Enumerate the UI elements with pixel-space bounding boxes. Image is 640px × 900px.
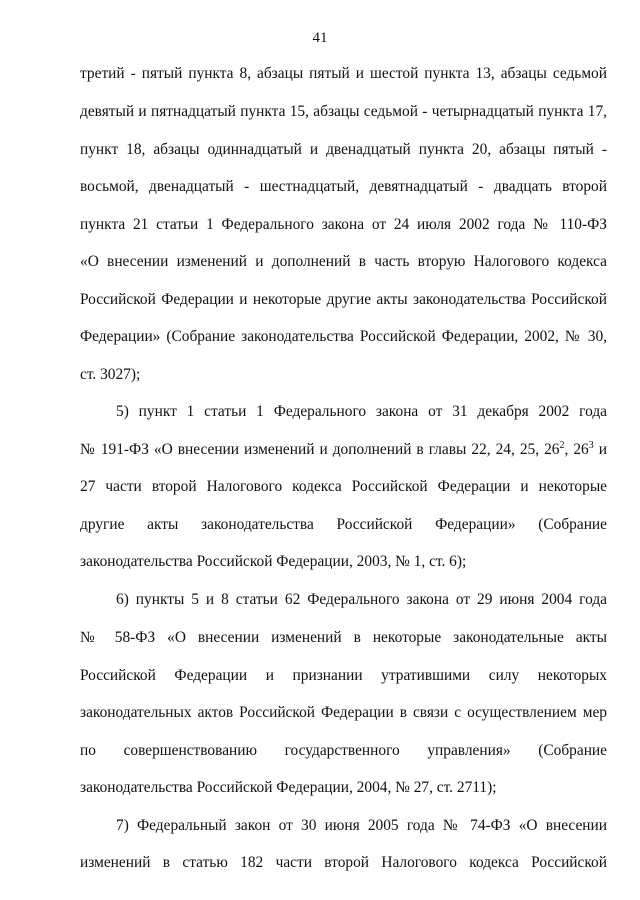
text-line: другие акты законодательства Российской Федерации» (Собрание [80,516,607,533]
page-number: 41 [312,30,328,46]
text-line: восьмой, двенадцатый - шестнадцатый, девятнадцатый - двадцать второй [80,178,607,195]
paragraph-6-first-line: 6) пункты 5 и 8 статьи 62 Федерального закона от 29 июня 2004 года [116,591,607,608]
text-span: , 26 [564,441,589,458]
text-span: № 191-ФЗ «О внесении изменений и дополнений в главы 22, 24, 25, 26 [80,441,560,458]
text-line: законодательных актов Российской Федерации в связи с осуществлением мер [80,704,607,721]
text-line: Российской Федерации и признании утратившими силу некоторых [80,667,607,684]
text-line: пункт 18, абзацы одиннадцатый и двенадцатый пункта 20, абзацы пятый - [80,141,607,158]
text-line: пункта 21 статьи 1 Федерального закона от 24 июля 2002 года № 110-ФЗ [80,216,607,233]
text-line: Российской Федерации и некоторые другие акты законодательства Российской [80,291,607,308]
text-span: и [593,441,607,458]
text-line: по совершенствованию государственного управления» (Собрание [80,742,607,759]
text-line: третий - пятый пункта 8, абзацы пятый и шестой пункта 13, абзацы седьмой [80,65,607,82]
text-line: 27 части второй Налогового кодекса Российской Федерации и некоторые [80,478,607,495]
text-line: № 58-ФЗ «О внесении изменений в некоторые законодательные акты [80,629,607,646]
text-line-with-superscripts [80,440,607,460]
text-line: Федерации» (Собрание законодательства Российской Федерации, 2002, № 30, [80,328,607,345]
paragraph-7-first-line: 7) Федеральный закон от 30 июня 2005 года № 74-ФЗ «О внесении [116,817,607,834]
text-line: законодательства Российской Федерации, 2004, № 27, ст. 2711); [80,779,497,796]
superscript: 3 [588,439,594,451]
text-line: «О внесении изменений и дополнений в часть вторую Налогового кодекса [80,253,607,270]
paragraph-5-first-line: 5) пункт 1 статьи 1 Федерального закона от 31 декабря 2002 года [116,403,607,420]
text-line: девятый и пятнадцатый пункта 15, абзацы седьмой - четырнадцатый пункта 17, [80,103,607,120]
text-line: законодательства Российской Федерации, 2003, № 1, ст. 6); [80,553,467,570]
superscript: 2 [559,439,565,451]
text-line: изменений в статью 182 части второй Налогового кодекса Российской [80,854,607,871]
text-line: ст. 3027); [80,366,141,383]
